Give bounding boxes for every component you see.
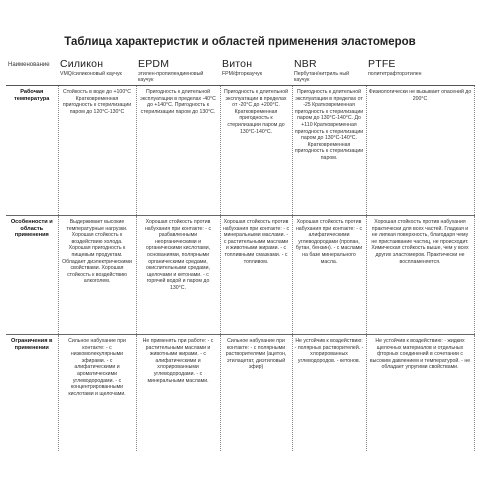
header-row bbox=[6, 58, 474, 86]
elastomer-table bbox=[6, 58, 475, 451]
table-cell: Сильное набухание при контакте: - с низкомолекулярными эфирами. - с алифатическими и ароматическими углеводородами. - с концентрированными кислотами и щелочами. bbox=[58, 335, 136, 452]
column-header-epdm bbox=[136, 58, 220, 86]
table-cell: Выдерживает высокие температурные нагрузки. Хорошая стойкость к воздействию холода. Хорошая пригодность к пищевым продуктам. Обладает диэлектрическими свойствами. Хорошая стойкость к воздействию алкоголем. bbox=[58, 216, 136, 335]
table-cell: Не устойчив к воздействию: - жидких щелочных материалов и отдельных фторных соединений в сочетании с высоким давлением и температурой. - не обладает упругими свойствами. bbox=[366, 335, 474, 452]
table-row bbox=[6, 216, 474, 335]
table-cell: Не устойчив к воздействию: - полярных растворителей. - хлорированных углеводородов. - кетонов. bbox=[292, 335, 366, 452]
table-cell: Пригодность к длительной эксплуатации в пределах от -25 Кратковременная пригодность к стерилизации паром до 130°C-140°C. До +110 Кратковременная пригодность к стерилизации паром до 130°C-140°C. Кратковременная пригодность к стерилизации паром. bbox=[292, 86, 366, 216]
table-cell: Пригодность к длительной эксплуатации в пределах -40°C до +140°C. Пригодность к стерилизации паром до 130°C. bbox=[136, 86, 220, 216]
column-header-name bbox=[6, 58, 58, 86]
column-header-viton bbox=[220, 58, 292, 86]
column-header-subtitle: Пербутан/нитриль ный каучук bbox=[294, 71, 350, 83]
column-header-label: EPDM bbox=[138, 58, 170, 70]
table-cell: Стойкость в воде до +100°C Кратковременная пригодность к стерилизации паром до 120°C-130°C bbox=[58, 86, 136, 216]
table-cell: Сильное набухание при контакте: - с полярными растворителями (ацетон, этилацетат, диэтиловый эфир) bbox=[220, 335, 292, 452]
column-header-subtitle: VMQ/силиконовый каучук bbox=[60, 71, 122, 77]
table-cell: Хорошая стойкость против набухания практически для всех частей. Гладкая и не липкая поверхность, благодаря чему не пристаивание частиц, не происходит. Химическая стойкость выше, чем у всех других эластомеров. Практически не воспламеняется. bbox=[366, 216, 474, 335]
row-label: Особенности и область применения bbox=[6, 216, 58, 335]
row-label: Ограничения в применении bbox=[6, 335, 58, 452]
column-header-label: Силикон bbox=[60, 58, 104, 70]
column-header-subtitle: FPM/фторкаучук bbox=[222, 71, 263, 77]
page-title: Таблица характеристик и областей применения эластомеров bbox=[64, 36, 416, 48]
table-cell: Хорошая стойкость против набухания при контакте: - с минеральными маслами. - с растительными маслами и животными жирами. - с топливными смазками. - с топливом. bbox=[220, 216, 292, 335]
table-cell: Не применять при работе: - с растительными маслами и животными жирами. - с алифатическими и хлорированными углеводородами. - с минеральными маслами. bbox=[136, 335, 220, 452]
table-row bbox=[6, 86, 474, 216]
column-header-subtitle: этилен-пропилендиеновый каучук bbox=[138, 71, 204, 83]
column-header-subtitle: политетрафторэтилен bbox=[368, 71, 422, 77]
table-cell: Физиологически не вызывает опасений до 200°C bbox=[366, 86, 474, 216]
table-cell: Пригодность к длительной эксплуатации в пределах от -20°C до +200°C. Кратковременная пригодность к стерилизации паром до 130°C-140°C. bbox=[220, 86, 292, 216]
column-header-label: Наименование bbox=[8, 62, 50, 68]
column-header-label: PTFE bbox=[368, 58, 396, 70]
row-label: Рабочая температура bbox=[6, 86, 58, 216]
table-cell: Хорошая стойкость против набухания при контакте: - с алифатическими углеводородами (пропан, бутан, бензин). - с маслами на базе минерального масла. bbox=[292, 216, 366, 335]
column-header-nbr bbox=[292, 58, 366, 86]
column-header-label: NBR bbox=[294, 58, 317, 70]
column-header-ptfe bbox=[366, 58, 474, 86]
column-header-label: Витон bbox=[222, 58, 253, 70]
table-row bbox=[6, 335, 474, 452]
table-cell: Хорошая стойкость против набухания при контакте: - с разбавленными неорганическими и органическими кислотами, основаниями, полярными органическими средами, окислительными средами, щелочами и кетонами. - с горячей водой и паром до 130°C. bbox=[136, 216, 220, 335]
column-header-silicone bbox=[58, 58, 136, 86]
